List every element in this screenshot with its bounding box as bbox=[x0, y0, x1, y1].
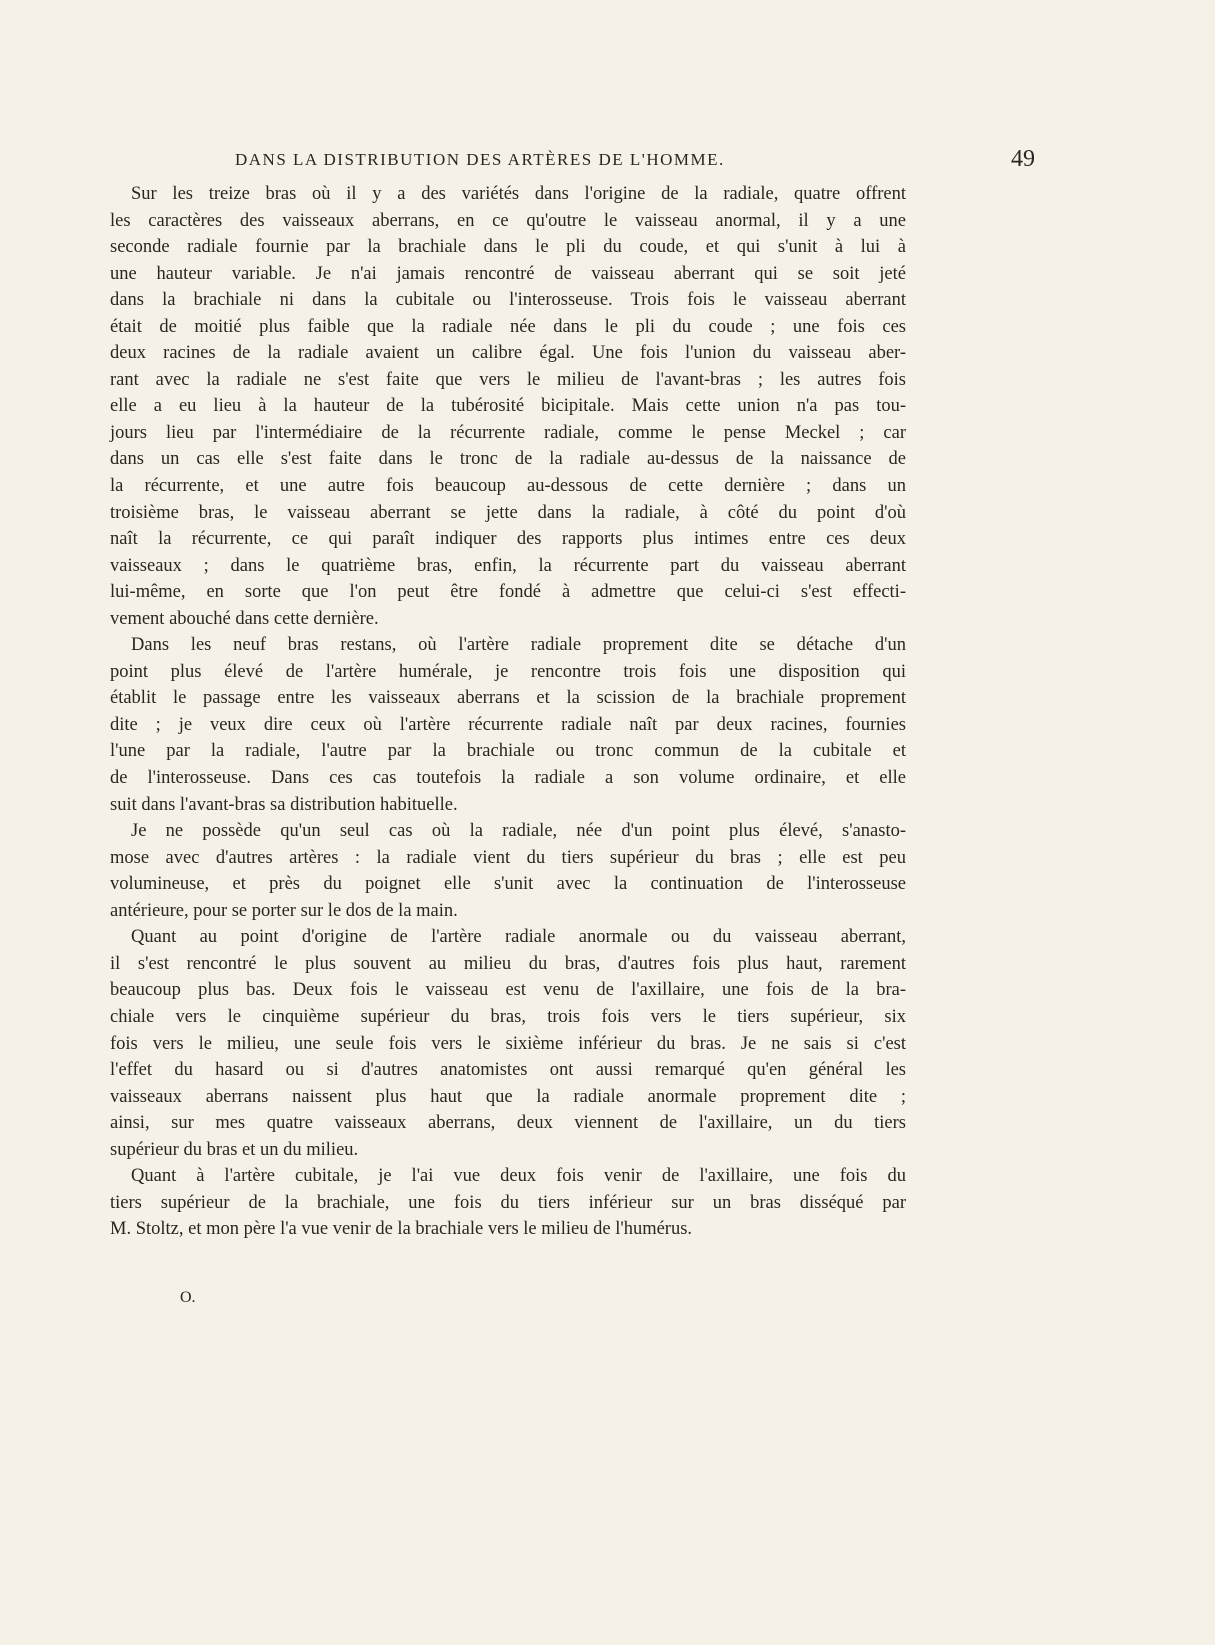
text-line: vement abouché dans cette dernière. bbox=[110, 608, 379, 629]
text-line: les caractères des vaisseaux aberrans, en ce qu'outre le vaisseau anormal, il y a une bbox=[110, 210, 906, 231]
text-line: fois vers le milieu, une seule fois vers le sixième inférieur du bras. Je ne sais si c'est bbox=[110, 1033, 906, 1054]
text-line: il s'est rencontré le plus souvent au milieu du bras, d'autres fois plus haut, rarement bbox=[110, 953, 906, 974]
page-number: 49 bbox=[1011, 146, 1035, 172]
text-line: point plus élevé de l'artère humérale, je rencontre trois fois une disposition qui bbox=[110, 661, 906, 682]
text-line: de l'interosseuse. Dans ces cas toutefois la radiale a son volume ordinaire, et elle bbox=[110, 768, 906, 789]
text-line: vaisseaux ; dans le quatrième bras, enfin, la récurrente part du vaisseau aberrant bbox=[110, 555, 906, 576]
text-line: Je ne possède qu'un seul cas où la radiale, née d'un point plus élevé, s'anasto- bbox=[131, 821, 906, 842]
body-text bbox=[110, 181, 906, 1243]
text-line: établit le passage entre les vaisseaux aberrans et la scission de la brachiale proprement bbox=[110, 688, 906, 709]
text-line: antérieure, pour se porter sur le dos de la main. bbox=[110, 900, 458, 921]
text-line: seconde radiale fournie par la brachiale dans le pli du coude, et qui s'unit à lui à bbox=[110, 237, 906, 258]
text-line: dans un cas elle s'est faite dans le tronc de la radiale au-dessus de la naissance de bbox=[110, 449, 906, 470]
text-line: était de moitié plus faible que la radiale née dans le pli du coude ; une fois ces bbox=[110, 316, 906, 337]
text-line: vaisseaux aberrans naissent plus haut que la radiale anormale proprement dite ; bbox=[110, 1086, 906, 1107]
text-line: tiers supérieur de la brachiale, une fois du tiers inférieur sur un bras disséqué par bbox=[110, 1192, 906, 1213]
text-line: ainsi, sur mes quatre vaisseaux aberrans, deux viennent de l'axillaire, un du tiers bbox=[110, 1113, 906, 1134]
text-line: volumineuse, et près du poignet elle s'unit avec la continuation de l'interosseuse bbox=[110, 874, 906, 895]
running-head bbox=[110, 146, 1035, 176]
text-line: M. Stoltz, et mon père l'a vue venir de la brachiale vers le milieu de l'humérus. bbox=[110, 1219, 693, 1240]
text-line: Dans les neuf bras restans, où l'artère radiale proprement dite se détache d'un bbox=[131, 635, 906, 656]
running-title: DANS LA DISTRIBUTION DES ARTÈRES DE L'HOMME. bbox=[235, 150, 725, 169]
text-line: deux racines de la radiale avaient un calibre égal. Une fois l'union du vaisseau aber- bbox=[110, 343, 906, 364]
text-line: la récurrente, et une autre fois beaucoup au-dessous de cette dernière ; dans un bbox=[110, 476, 906, 497]
text-line: suit dans l'avant-bras sa distribution habituelle. bbox=[110, 794, 458, 815]
text-line: lui-même, en sorte que l'on peut être fondé à admettre que celui-ci s'est effecti- bbox=[110, 582, 906, 603]
text-line: troisième bras, le vaisseau aberrant se jette dans la radiale, à côté du point d'où bbox=[110, 502, 906, 523]
text-line: elle a eu lieu à la hauteur de la tubérosité bicipitale. Mais cette union n'a pas tou- bbox=[110, 396, 906, 417]
text-line: Quant au point d'origine de l'artère radiale anormale ou du vaisseau aberrant, bbox=[131, 927, 906, 948]
text-line: dite ; je veux dire ceux où l'artère récurrente radiale naît par deux racines, fournies bbox=[110, 714, 906, 735]
text-line: rant avec la radiale ne s'est faite que vers le milieu de l'avant-bras ; les autres fois bbox=[110, 369, 906, 390]
text-line: l'effet du hasard ou si d'autres anatomistes ont aussi remarqué qu'en général les bbox=[110, 1060, 906, 1081]
text-line: naît la récurrente, ce qui paraît indiquer des rapports plus intimes entre ces deux bbox=[110, 529, 906, 550]
text-line: dans la brachiale ni dans la cubitale ou l'interosseuse. Trois fois le vaisseau aberrant bbox=[110, 290, 906, 311]
text-line: chiale vers le cinquième supérieur du bras, trois fois vers le tiers supérieur, six bbox=[110, 1006, 906, 1027]
text-line: l'une par la radiale, l'autre par la brachiale ou tronc commun de la cubitale et bbox=[110, 741, 906, 762]
text-line: Sur les treize bras où il y a des variétés dans l'origine de la radiale, quatre offrent bbox=[131, 184, 906, 204]
signature-mark: O. bbox=[180, 1289, 196, 1306]
text-line: jours lieu par l'intermédiaire de la récurrente radiale, comme le pense Meckel ; car bbox=[110, 422, 906, 443]
text-line: Quant à l'artère cubitale, je l'ai vue deux fois venir de l'axillaire, une fois du bbox=[131, 1166, 906, 1187]
text-line: mose avec d'autres artères : la radiale vient du tiers supérieur du bras ; elle est peu bbox=[110, 847, 906, 868]
text-line: supérieur du bras et un du milieu. bbox=[110, 1139, 359, 1160]
text-line: beaucoup plus bas. Deux fois le vaisseau est venu de l'axillaire, une fois de la bra- bbox=[110, 980, 906, 1001]
text-line: une hauteur variable. Je n'ai jamais rencontré de vaisseau aberrant qui se soit jeté bbox=[110, 263, 906, 284]
